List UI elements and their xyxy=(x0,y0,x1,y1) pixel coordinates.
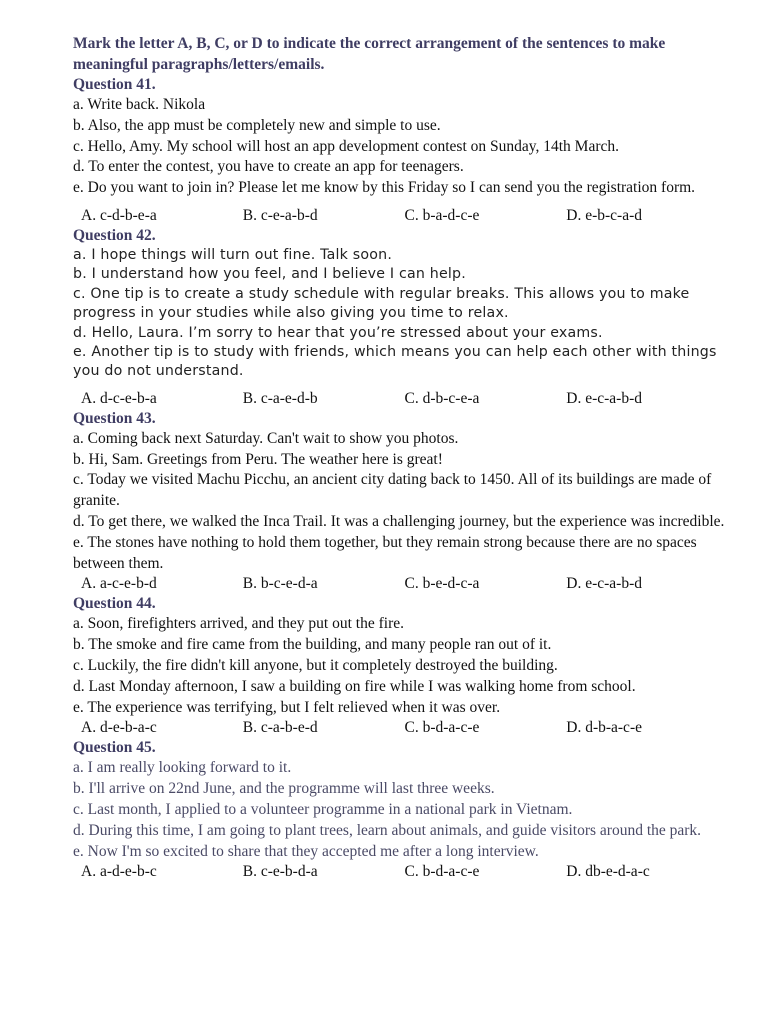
question-43 xyxy=(73,409,728,595)
option-a: A. d-c-e-b-a xyxy=(81,389,157,407)
sentence-b: b. The smoke and fire came from the building, and many people ran out of it. xyxy=(73,636,552,654)
answer-options xyxy=(73,718,728,738)
question-45 xyxy=(73,738,728,882)
option-b: B. c-e-a-b-d xyxy=(242,206,318,224)
sentence-a: a. I hope things will turn out fine. Talk soon. xyxy=(73,246,393,263)
sentence-e: e. Now I'm so excited to share that they accepted me after a long interview. xyxy=(73,842,539,860)
option-c: C. b-d-a-c-e xyxy=(404,863,480,881)
sentence-a: a. Coming back next Saturday. Can't wait to show you photos. xyxy=(73,429,459,447)
option-a: A. a-c-e-b-d xyxy=(81,575,157,593)
sentence-c: c. One tip is to create a study schedule with regular breaks. This allows you to make progress in your studies while also giving you time to relax. xyxy=(73,285,690,322)
sentence-c: c. Today we visited Machu Picchu, an ancient city dating back to 1450. All of its buildings are made of granite. xyxy=(73,471,712,510)
sentence-e: e. The stones have nothing to hold them together, but they remain strong because there are no spaces between them. xyxy=(73,533,697,572)
question-44 xyxy=(73,594,728,738)
option-d: D. e-c-a-b-d xyxy=(566,575,642,593)
question-title: Question 43. xyxy=(73,409,156,427)
sentence-d: d. Hello, Laura. I’m sorry to hear that you’re stressed about your exams. xyxy=(73,324,603,341)
option-c: C. b-d-a-c-e xyxy=(404,719,480,737)
option-c: C. d-b-c-e-a xyxy=(404,389,480,407)
option-d: D. e-b-c-a-d xyxy=(566,206,642,224)
option-b: B. c-e-b-d-a xyxy=(242,863,318,881)
option-c: C. b-a-d-c-e xyxy=(404,206,480,224)
sentence-block xyxy=(73,246,728,382)
instruction-text: Mark the letter A, B, C, or D to indicate the correct arrangement of the sentences to make meaningful paragraphs/letters/emails. xyxy=(73,35,666,73)
sentence-a: a. Soon, firefighters arrived, and they put out the fire. xyxy=(73,615,404,633)
option-d: D. db-e-d-a-c xyxy=(566,863,650,881)
option-d: D. e-c-a-b-d xyxy=(566,389,642,407)
option-a: A. d-e-b-a-c xyxy=(81,719,157,737)
option-a: A. a-d-e-b-c xyxy=(81,863,157,881)
sentence-d: d. Last Monday afternoon, I saw a building on fire while I was walking home from school. xyxy=(73,677,636,695)
sentence-e: e. The experience was terrifying, but I felt relieved when it was over. xyxy=(73,698,501,716)
option-b: B. c-a-e-d-b xyxy=(242,389,318,407)
question-title: Question 44. xyxy=(73,595,156,613)
question-title: Question 45. xyxy=(73,739,156,757)
question-41 xyxy=(73,75,728,226)
question-title: Question 41. xyxy=(73,76,156,93)
sentence-block xyxy=(73,758,728,862)
option-c: C. b-e-d-c-a xyxy=(404,575,480,593)
option-a: A. c-d-b-e-a xyxy=(81,206,157,224)
sentence-b: b. Hi, Sam. Greetings from Peru. The weather here is great! xyxy=(73,450,443,468)
question-title: Question 42. xyxy=(73,226,156,244)
sentence-d: d. During this time, I am going to plant trees, learn about animals, and guide visitors around the park. xyxy=(73,821,702,839)
sentence-c: c. Hello, Amy. My school will host an app development contest on Sunday, 14th March. xyxy=(73,137,620,155)
sentence-d: d. To get there, we walked the Inca Trail. It was a challenging journey, but the experience was incredible. xyxy=(73,513,725,531)
answer-options xyxy=(73,389,728,409)
sentence-b: b. Also, the app must be completely new and simple to use. xyxy=(73,116,441,134)
sentence-a: a. Write back. Nikola xyxy=(73,96,206,113)
option-b: B. c-a-b-e-d xyxy=(242,719,318,737)
sentence-b: b. I'll arrive on 22nd June, and the programme will last three weeks. xyxy=(73,780,495,798)
option-b: B. b-c-e-d-a xyxy=(242,575,318,593)
sentence-e: e. Another tip is to study with friends, which means you can help each other with things you do not understand. xyxy=(73,344,717,380)
sentence-c: c. Last month, I applied to a volunteer programme in a national park in Vietnam. xyxy=(73,800,573,818)
answer-options xyxy=(73,862,728,882)
sentence-e: e. Do you want to join in? Please let me know by this Friday so I can send you the registration form. xyxy=(73,179,696,197)
sentence-d: d. To enter the contest, you have to create an app for teenagers. xyxy=(73,158,464,176)
question-42 xyxy=(73,226,728,409)
answer-options xyxy=(73,206,728,226)
sentence-c: c. Luckily, the fire didn't kill anyone, but it completely destroyed the building. xyxy=(73,657,558,674)
sentence-b: b. I understand how you feel, and I believe I can help. xyxy=(73,266,466,283)
answer-options xyxy=(73,574,728,594)
option-d: D. d-b-a-c-e xyxy=(566,719,642,737)
sentence-a: a. I am really looking forward to it. xyxy=(73,759,292,777)
